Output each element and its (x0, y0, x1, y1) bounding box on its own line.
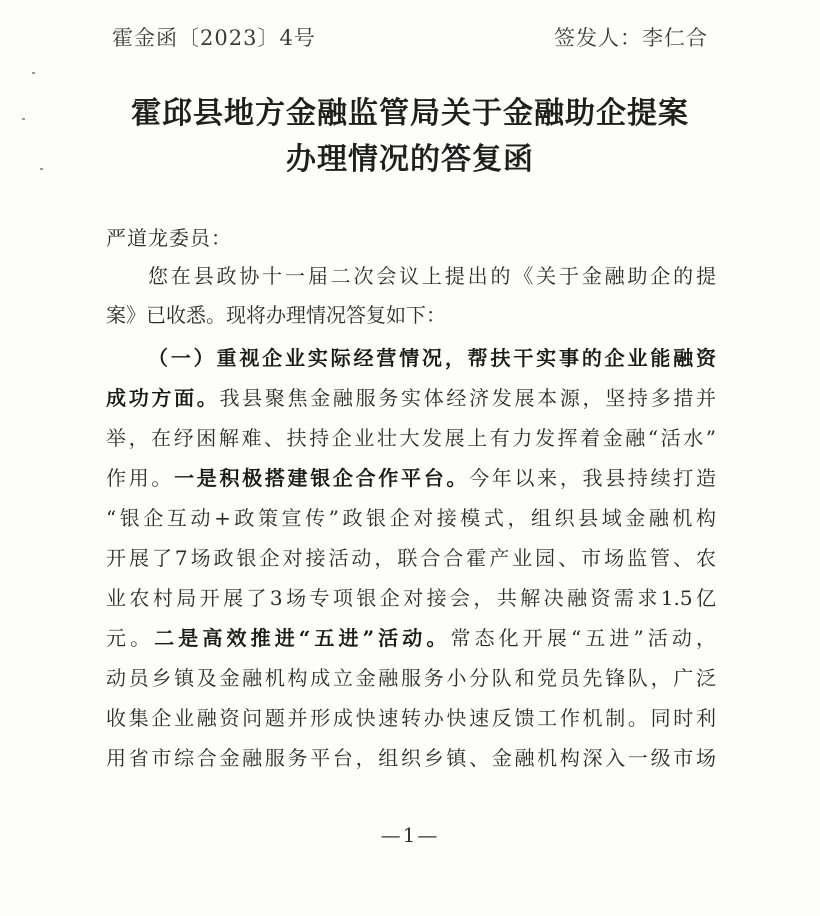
signer (554, 22, 708, 52)
page-number: —1— (380, 823, 440, 847)
body-text: 业农村局开展了3场专项银企对接会，共解决融资需求1.5亿 (106, 586, 716, 610)
body-text: 作用。 (106, 466, 175, 490)
body-line (106, 262, 716, 290)
body-line (106, 704, 716, 732)
scan-speck (22, 118, 25, 120)
body-line (106, 384, 716, 412)
body-line (106, 464, 716, 492)
body-text: 我县聚焦金融服务实体经济发展本源，坚持多措并 (219, 386, 717, 410)
body-line (106, 544, 716, 572)
body-line (106, 424, 716, 452)
body-line (106, 344, 716, 372)
document-title-line-1: 霍邱县地方金融监管局关于金融助企提案 (131, 96, 689, 131)
salutation: 严道龙委员： (106, 226, 232, 250)
body-text: 今年以来，我县持续打造 (469, 466, 717, 490)
body-line (106, 744, 716, 772)
body-text: 常态化开展“五进”活动， (450, 626, 717, 650)
document-header (112, 22, 708, 52)
body-text: 收集企业融资问题并形成快速转办快速反馈工作机制。同时利 (106, 706, 716, 730)
body-line (106, 301, 716, 329)
body-line (106, 664, 716, 692)
body-text: “银企互动+政策宣传”政银企对接模式，组织县域金融机构 (106, 506, 716, 530)
section-heading-end: 成功方面。 (106, 386, 220, 410)
document-title-line-2: 办理情况的答复函 (286, 142, 534, 177)
body-text: 开展了7场政银企对接活动，联合合霍产业园、市场监管、农 (106, 546, 716, 570)
document-number: 霍金函〔2023〕4号 (112, 26, 316, 50)
body-text: 您在县政协十一届二次会议上提出的《关于金融助企的提 (148, 264, 716, 288)
point-heading-1: 一是积极搭建银企合作平台。 (174, 466, 470, 490)
body-line (106, 504, 716, 532)
body-text: 举，在纾困解难、扶持企业壮大发展上有力发挥着金融“活水” (106, 426, 716, 450)
body-text: 元。 (106, 626, 155, 650)
body-text: 案》已收悉。现将办理情况答复如下： (106, 303, 446, 327)
signer-label: 签发人： (554, 26, 642, 50)
body-text: 动员乡镇及金融机构成立金融服务小分队和党员先锋队，广泛 (106, 666, 716, 690)
body-line (106, 624, 716, 652)
point-heading-2: 二是高效推进“五进”活动。 (154, 626, 451, 650)
signer-name: 李仁合 (642, 26, 708, 50)
section-heading: （一）重视企业实际经营情况，帮扶干实事的企业能融资 (148, 346, 716, 370)
body-line (106, 584, 716, 612)
scan-speck (32, 72, 35, 74)
scan-speck (40, 168, 43, 170)
body-text: 用省市综合金融服务平台，组织乡镇、金融机构深入一级市场 (106, 746, 716, 770)
